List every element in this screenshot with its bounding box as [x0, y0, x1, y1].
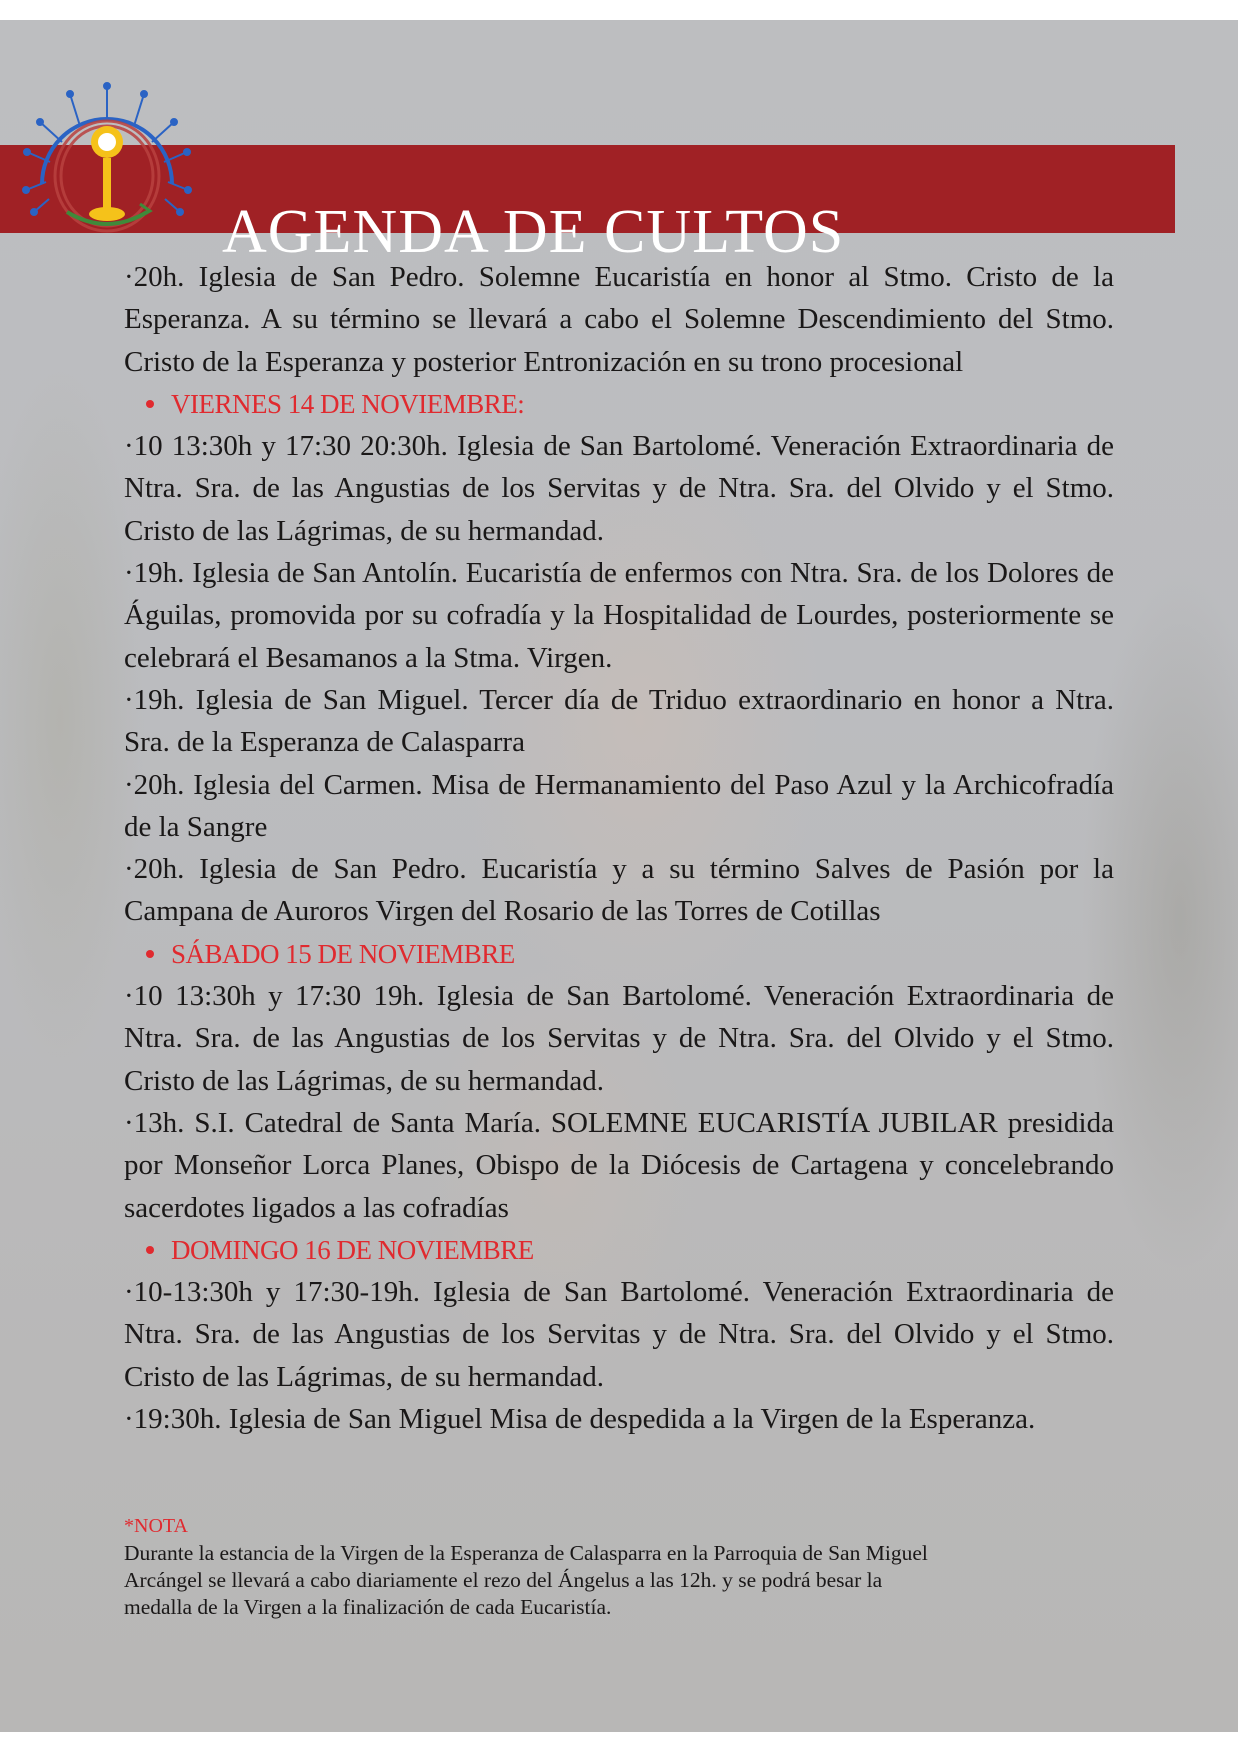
schedule-entry: ·13h. S.I. Catedral de Santa María. SOLEMNE EUCARISTÍA JUBILAR presidida por Monseñor Lorca Planes, Obispo de la Diócesis de Cartagena y concelebrando sacerdotes ligados a las cofradías: [124, 1106, 1114, 1224]
note-title: *NOTA: [124, 1515, 188, 1537]
note-section: [124, 1513, 1124, 1621]
schedule-entry: ·10 13:30h y 17:30 19h. Iglesia de San Bartolomé. Veneración Extraordinaria de Ntra. Sra. de las Angustias de los Servitas y de Ntra. Sra. del Olvido y el Stmo. Cristo de las Lágrimas, de su hermandad.: [124, 980, 1114, 1097]
schedule-entry: ·20h. Iglesia de San Pedro. Solemne Eucaristía en honor al Stmo. Cristo de la Esperanza. A su término se llevará a cabo el Solemne Descendimiento del Stmo. Cristo de la Esperanza y posterior Entronización en su trono procesional: [124, 261, 1114, 378]
schedule: [124, 256, 1114, 1440]
note-line: Arcángel se llevará a cabo diariamente el rezo del Ángelus a las 12h. y se podrá besar la: [124, 1568, 883, 1592]
bullet-icon: [146, 950, 154, 958]
day-section-friday: [124, 383, 1114, 933]
cofradia-emblem-icon: [22, 64, 192, 234]
note-line: medalla de la Virgen a la finalización de cada Eucaristía.: [124, 1595, 612, 1619]
day-heading: DOMINGO 16 DE NOVIEMBRE: [124, 1229, 1114, 1271]
schedule-entry: ·10-13:30h y 17:30-19h. Iglesia de San Bartolomé. Veneración Extraordinaria de Ntra. Sra. de las Angustias de los Servitas y de Ntra. Sra. del Olvido y el Stmo. Cristo de las Lágrimas, de su hermandad.: [124, 1276, 1114, 1393]
schedule-entry: ·19h. Iglesia de San Antolín. Eucaristía de enfermos con Ntra. Sra. de los Dolores de Águilas, promovida por su cofradía y la Hospitalidad de Lourdes, posteriormente se celebrará el Besamanos a la Stma. Virgen.: [124, 557, 1114, 674]
day-heading: VIERNES 14 DE NOVIEMBRE:: [124, 383, 1114, 425]
bullet-icon: [146, 400, 154, 408]
schedule-entry: ·19:30h. Iglesia de San Miguel Misa de despedida a la Virgen de la Esperanza.: [124, 1403, 1036, 1436]
day-heading: SÁBADO 15 DE NOVIEMBRE: [124, 933, 1114, 975]
schedule-entry: ·20h. Iglesia del Carmen. Misa de Hermanamiento del Paso Azul y la Archicofradía de la Sangre: [124, 768, 1114, 843]
schedule-entry: ·10 13:30h y 17:30 20:30h. Iglesia de San Bartolomé. Veneración Extraordinaria de Ntra. Sra. de las Angustias de los Servitas y de Ntra. Sra. del Olvido y el Stmo. Cristo de las Lágrimas, de su hermandad.: [124, 430, 1114, 547]
day-section-saturday: [124, 933, 1114, 1229]
page-title: AGENDA DE CULTOS: [222, 197, 845, 266]
day-section-sunday: [124, 1229, 1114, 1440]
schedule-entry: ·20h. Iglesia de San Pedro. Eucaristía y a su término Salves de Pasión por la Campana de Auroros Virgen del Rosario de las Torres de Cotillas: [124, 853, 1114, 928]
bullet-icon: [146, 1246, 154, 1254]
flyer-page: [0, 20, 1238, 1732]
note-line: Durante la estancia de la Virgen de la Esperanza de Calasparra en la Parroquia de San Miguel: [124, 1541, 928, 1565]
schedule-entry: ·19h. Iglesia de San Miguel. Tercer día de Triduo extraordinario en honor a Ntra. Sra. de la Esperanza de Calasparra: [124, 683, 1114, 759]
